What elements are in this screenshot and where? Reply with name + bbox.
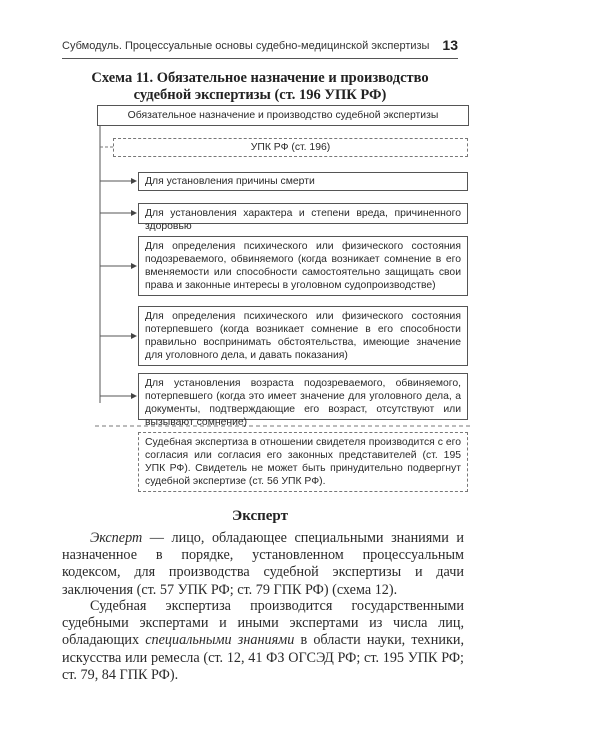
scheme-title-line-2: судебной экспертизы (ст. 196 УПК РФ) bbox=[133, 87, 387, 103]
term-special-knowledge: специальными знаниями bbox=[145, 632, 295, 649]
scheme-title-line-1: Схема 11. Обязательное назначение и производство bbox=[91, 70, 429, 86]
paragraph-2-text-a: Судебная экспертиза производится государственными судебными экспертами и иными экспертами из числа лиц, обладающих bbox=[62, 598, 464, 649]
scheme-main-box: Обязательное назначение и производство судебной экспертизы bbox=[97, 105, 469, 126]
page-number: 13 bbox=[442, 37, 458, 53]
paragraph-1-text: — лицо, обладающее специальными знаниями и назначенное в порядке, установленном процессуальным кодексом, для производства судебной экспертизы и дачи заключения (ст. 57 УПК РФ; ст. 79 ГПК РФ) (схема 12). bbox=[62, 530, 464, 598]
paragraph-expertise-performers bbox=[62, 598, 464, 684]
scheme-item-victim-state: Для определения психического или физического состояния потерпевшего (когда возникает сомнение в его способности правильно воспринимать обстоятельства, имеющие значение для уголовного дела, и давать показания) bbox=[138, 306, 468, 366]
section-heading: Эксперт bbox=[232, 508, 288, 524]
scheme-upk-box: УПК РФ (ст. 196) bbox=[113, 138, 468, 157]
paragraph-expert-definition bbox=[62, 530, 464, 599]
term-expert: Эксперт bbox=[90, 530, 143, 546]
scheme-item-age: Для установления возраста подозреваемого, обвиняемого, потерпевшего (когда это имеет значение для уголовного дела, а документы, подтверждающие его возраст, отсутствуют или вызывают сомнение) bbox=[138, 373, 468, 420]
paragraph-2-text-b: в области науки, техники, искусства или ремесла (ст. 12, 41 ФЗ ОГСЭД РФ; ст. 195 УПК РФ; ст. 79, 84 ГПК РФ). bbox=[62, 632, 464, 683]
scheme-item-cause-of-death: Для установления причины смерти bbox=[138, 172, 468, 191]
scheme-witness-note: Судебная экспертиза в отношении свидетеля производится с его согласия или согласия его законных представителей (ст. 195 УПК РФ). Свидетель не может быть принудительно подвергнут судебной экспертизе (ст. 56 УПК РФ). bbox=[138, 432, 468, 492]
header-title: Субмодуль. Процессуальные основы судебно-медицинской экспертизы bbox=[62, 40, 430, 52]
scheme-item-health-harm: Для установления характера и степени вреда, причиненного здоровью bbox=[138, 203, 468, 224]
scheme-item-suspect-state: Для определения психического или физического состояния подозреваемого, обвиняемого (когда возникает сомнение в его вменяемости или способности самостоятельно защищать свои права и законные интересы в уголовном судопроизводстве) bbox=[138, 236, 468, 296]
